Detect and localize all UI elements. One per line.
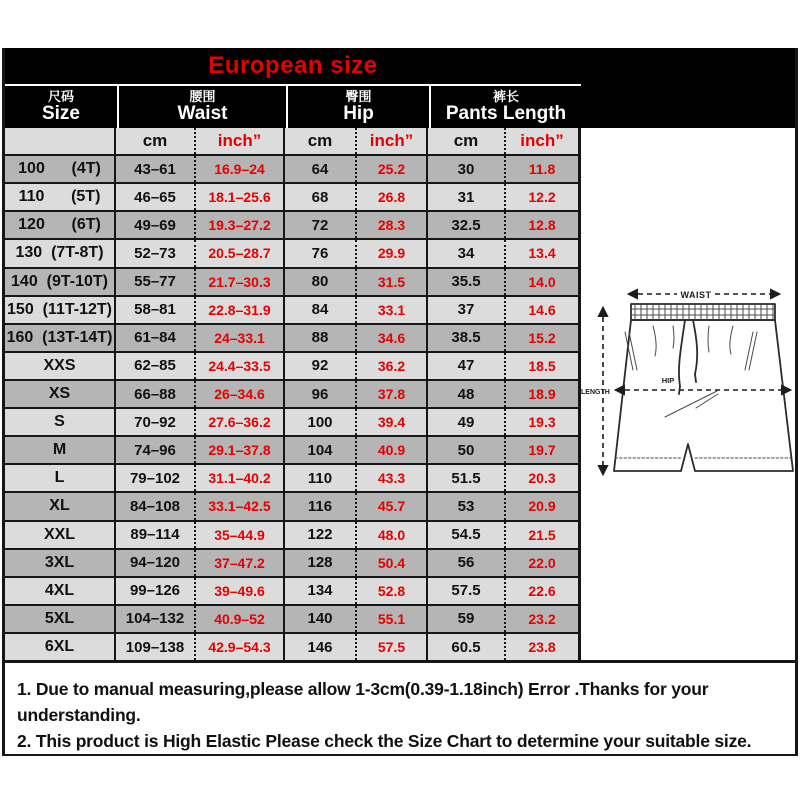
hip-cm-cell: 76 bbox=[283, 240, 355, 266]
table-row bbox=[5, 269, 578, 297]
hip-label: HIP bbox=[661, 376, 675, 385]
size-cell: XXL bbox=[43, 525, 76, 543]
waist-cm-cell: 84–108 bbox=[114, 493, 194, 519]
hip-cm-cell: 84 bbox=[283, 297, 355, 323]
waist-cm-cell: 70–92 bbox=[114, 409, 194, 435]
hip-cm-cell: 92 bbox=[283, 353, 355, 379]
size-cell: 160 (13T-14T) bbox=[6, 328, 113, 346]
length-label: LENGTH bbox=[581, 389, 610, 396]
main-area bbox=[5, 128, 795, 660]
waist-inch-cell: 27.6–36.2 bbox=[194, 409, 283, 435]
size-cell: L bbox=[54, 469, 65, 487]
header-hip-en: Hip bbox=[343, 102, 374, 124]
hip-inch-cell: 45.7 bbox=[355, 493, 426, 519]
size-cell: 140 (9T-10T) bbox=[11, 272, 108, 290]
hip-inch-cell: 50.4 bbox=[355, 550, 426, 576]
length-cm-cell: 47 bbox=[426, 353, 504, 379]
unit-length-cm: cm bbox=[426, 128, 504, 154]
page-title: European size bbox=[208, 52, 378, 79]
waist-inch-cell: 20.5–28.7 bbox=[194, 240, 283, 266]
size-cell: XXS bbox=[43, 356, 76, 374]
size-cell: 5XL bbox=[44, 609, 75, 627]
size-cell: S bbox=[54, 413, 65, 431]
table-row bbox=[5, 297, 578, 325]
hip-inch-cell: 39.4 bbox=[355, 409, 426, 435]
length-cm-cell: 38.5 bbox=[426, 325, 504, 351]
waist-measure-arrow bbox=[629, 290, 779, 300]
column-header-band bbox=[5, 86, 795, 128]
waist-inch-cell: 29.1–37.8 bbox=[194, 437, 283, 463]
size-cell: 4XL bbox=[44, 581, 75, 599]
length-cm-cell: 30 bbox=[426, 156, 504, 182]
length-cm-cell: 49 bbox=[426, 409, 504, 435]
hip-inch-cell: 34.6 bbox=[355, 325, 426, 351]
length-inch-cell: 15.2 bbox=[504, 325, 578, 351]
waist-label: WAIST bbox=[680, 290, 712, 300]
hip-cm-cell: 88 bbox=[283, 325, 355, 351]
waist-cm-cell: 89–114 bbox=[114, 522, 194, 548]
waist-cm-cell: 61–84 bbox=[114, 325, 194, 351]
length-cm-cell: 48 bbox=[426, 381, 504, 407]
table-row bbox=[5, 381, 578, 409]
length-cm-cell: 56 bbox=[426, 550, 504, 576]
waist-cm-cell: 55–77 bbox=[114, 269, 194, 295]
unit-hip-inch: inch” bbox=[355, 128, 426, 154]
length-inch-cell: 18.5 bbox=[504, 353, 578, 379]
header-pants-length bbox=[429, 86, 581, 128]
size-cell: 120 (6T) bbox=[18, 216, 101, 234]
size-cell: XS bbox=[48, 385, 71, 403]
waist-cm-cell: 99–126 bbox=[114, 578, 194, 604]
waist-cm-cell: 94–120 bbox=[114, 550, 194, 576]
shorts-diagram bbox=[581, 128, 795, 660]
hip-inch-cell: 36.2 bbox=[355, 353, 426, 379]
hip-cm-cell: 128 bbox=[283, 550, 355, 576]
size-cell: M bbox=[52, 441, 67, 459]
length-inch-cell: 23.2 bbox=[504, 606, 578, 632]
hip-cm-cell: 116 bbox=[283, 493, 355, 519]
waist-inch-cell: 24.4–33.5 bbox=[194, 353, 283, 379]
unit-size-cell bbox=[5, 128, 114, 154]
size-cell: 130 (7T-8T) bbox=[15, 244, 104, 262]
length-cm-cell: 34 bbox=[426, 240, 504, 266]
waist-inch-cell: 37–47.2 bbox=[194, 550, 283, 576]
length-inch-cell: 20.9 bbox=[504, 493, 578, 519]
length-cm-cell: 59 bbox=[426, 606, 504, 632]
table-row bbox=[5, 184, 578, 212]
hip-cm-cell: 104 bbox=[283, 437, 355, 463]
hip-inch-cell: 25.2 bbox=[355, 156, 426, 182]
length-inch-cell: 19.3 bbox=[504, 409, 578, 435]
header-waist-en: Waist bbox=[177, 102, 228, 124]
length-inch-cell: 12.8 bbox=[504, 212, 578, 238]
hip-cm-cell: 72 bbox=[283, 212, 355, 238]
length-inch-cell: 23.8 bbox=[504, 634, 578, 660]
hip-inch-cell: 31.5 bbox=[355, 269, 426, 295]
note-1: 1. Due to manual measuring,please allow 1-3cm(0.39-1.18inch) Error .Thanks for your understanding. bbox=[17, 679, 709, 725]
waist-inch-cell: 18.1–25.6 bbox=[194, 184, 283, 210]
length-inch-cell: 19.7 bbox=[504, 437, 578, 463]
hip-inch-cell: 28.3 bbox=[355, 212, 426, 238]
table-row bbox=[5, 465, 578, 493]
length-inch-cell: 12.2 bbox=[504, 184, 578, 210]
hip-inch-cell: 33.1 bbox=[355, 297, 426, 323]
unit-waist-inch: inch” bbox=[194, 128, 283, 154]
hip-measure-arrow bbox=[616, 376, 790, 390]
waist-cm-cell: 79–102 bbox=[114, 465, 194, 491]
hip-inch-cell: 37.8 bbox=[355, 381, 426, 407]
hip-cm-cell: 68 bbox=[283, 184, 355, 210]
hip-inch-cell: 52.8 bbox=[355, 578, 426, 604]
hip-cm-cell: 64 bbox=[283, 156, 355, 182]
length-measure-arrow bbox=[581, 308, 610, 474]
waist-inch-cell: 22.8–31.9 bbox=[194, 297, 283, 323]
size-table bbox=[5, 128, 581, 660]
hip-inch-cell: 40.9 bbox=[355, 437, 426, 463]
notes-section bbox=[5, 660, 795, 754]
length-inch-cell: 11.8 bbox=[504, 156, 578, 182]
length-cm-cell: 60.5 bbox=[426, 634, 504, 660]
hip-cm-cell: 134 bbox=[283, 578, 355, 604]
waist-inch-cell: 35–44.9 bbox=[194, 522, 283, 548]
length-inch-cell: 14.0 bbox=[504, 269, 578, 295]
hip-inch-cell: 57.5 bbox=[355, 634, 426, 660]
diagram-panel bbox=[581, 128, 795, 660]
length-inch-cell: 22.6 bbox=[504, 578, 578, 604]
waist-inch-cell: 19.3–27.2 bbox=[194, 212, 283, 238]
table-row bbox=[5, 325, 578, 353]
waist-inch-cell: 24–33.1 bbox=[194, 325, 283, 351]
waist-cm-cell: 109–138 bbox=[114, 634, 194, 660]
length-inch-cell: 18.9 bbox=[504, 381, 578, 407]
header-size-cn: 尺码 bbox=[47, 89, 74, 105]
waist-cm-cell: 66–88 bbox=[114, 381, 194, 407]
length-cm-cell: 31 bbox=[426, 184, 504, 210]
unit-waist-cm: cm bbox=[114, 128, 194, 154]
hip-cm-cell: 122 bbox=[283, 522, 355, 548]
size-cell: 3XL bbox=[44, 553, 75, 571]
table-row bbox=[5, 409, 578, 437]
header-size bbox=[5, 86, 117, 128]
table-row bbox=[5, 156, 578, 184]
length-cm-cell: 54.5 bbox=[426, 522, 504, 548]
hip-cm-cell: 110 bbox=[283, 465, 355, 491]
table-row bbox=[5, 240, 578, 268]
length-inch-cell: 14.6 bbox=[504, 297, 578, 323]
waist-cm-cell: 74–96 bbox=[114, 437, 194, 463]
table-row bbox=[5, 578, 578, 606]
waist-cm-cell: 52–73 bbox=[114, 240, 194, 266]
header-hip bbox=[286, 86, 429, 128]
header-waist bbox=[117, 86, 286, 128]
length-inch-cell: 20.3 bbox=[504, 465, 578, 491]
header-hip-cn: 臀围 bbox=[345, 89, 372, 105]
hip-cm-cell: 100 bbox=[283, 409, 355, 435]
header-pants-length-cn: 裤长 bbox=[492, 89, 519, 105]
waist-inch-cell: 16.9–24 bbox=[194, 156, 283, 182]
waist-inch-cell: 33.1–42.5 bbox=[194, 493, 283, 519]
length-cm-cell: 32.5 bbox=[426, 212, 504, 238]
size-cell: 6XL bbox=[44, 638, 75, 656]
size-cell: 110 (5T) bbox=[18, 188, 101, 206]
table-row bbox=[5, 522, 578, 550]
table-row bbox=[5, 493, 578, 521]
length-cm-cell: 53 bbox=[426, 493, 504, 519]
waist-cm-cell: 49–69 bbox=[114, 212, 194, 238]
waist-cm-cell: 62–85 bbox=[114, 353, 194, 379]
size-cell: XL bbox=[49, 497, 70, 515]
waist-inch-cell: 40.9–52 bbox=[194, 606, 283, 632]
table-row bbox=[5, 634, 578, 660]
shorts-outline-icon bbox=[614, 304, 793, 471]
header-pants-length-en: Pants Length bbox=[445, 102, 567, 124]
waist-cm-cell: 43–61 bbox=[114, 156, 194, 182]
hip-cm-cell: 80 bbox=[283, 269, 355, 295]
length-cm-cell: 50 bbox=[426, 437, 504, 463]
table-row bbox=[5, 437, 578, 465]
header-waist-cn: 腰围 bbox=[189, 89, 216, 105]
title-band bbox=[5, 48, 795, 86]
waist-cm-cell: 104–132 bbox=[114, 606, 194, 632]
unit-length-inch: inch” bbox=[504, 128, 578, 154]
hip-cm-cell: 140 bbox=[283, 606, 355, 632]
length-cm-cell: 57.5 bbox=[426, 578, 504, 604]
table-row bbox=[5, 353, 578, 381]
unit-hip-cm: cm bbox=[283, 128, 355, 154]
title-inner bbox=[5, 48, 581, 86]
length-inch-cell: 22.0 bbox=[504, 550, 578, 576]
table-row bbox=[5, 550, 578, 578]
hip-inch-cell: 26.8 bbox=[355, 184, 426, 210]
waist-cm-cell: 58–81 bbox=[114, 297, 194, 323]
column-headers bbox=[5, 86, 581, 128]
length-cm-cell: 37 bbox=[426, 297, 504, 323]
size-chart-box bbox=[2, 48, 798, 756]
waist-inch-cell: 26–34.6 bbox=[194, 381, 283, 407]
length-cm-cell: 35.5 bbox=[426, 269, 504, 295]
waist-inch-cell: 21.7–30.3 bbox=[194, 269, 283, 295]
hip-inch-cell: 29.9 bbox=[355, 240, 426, 266]
hip-cm-cell: 146 bbox=[283, 634, 355, 660]
length-inch-cell: 13.4 bbox=[504, 240, 578, 266]
waist-inch-cell: 39–49.6 bbox=[194, 578, 283, 604]
unit-subheader-row bbox=[5, 128, 578, 156]
waist-cm-cell: 46–65 bbox=[114, 184, 194, 210]
hip-inch-cell: 55.1 bbox=[355, 606, 426, 632]
size-cell: 100 (4T) bbox=[18, 160, 101, 178]
waist-inch-cell: 42.9–54.3 bbox=[194, 634, 283, 660]
hip-inch-cell: 43.3 bbox=[355, 465, 426, 491]
table-row bbox=[5, 606, 578, 634]
size-cell: 150 (11T-12T) bbox=[7, 300, 112, 318]
header-size-en: Size bbox=[41, 102, 81, 124]
waist-inch-cell: 31.1–40.2 bbox=[194, 465, 283, 491]
note-2: 2. This product is High Elastic Please check the Size Chart to determine your suitable size. bbox=[17, 731, 752, 751]
length-cm-cell: 51.5 bbox=[426, 465, 504, 491]
table-row bbox=[5, 212, 578, 240]
hip-cm-cell: 96 bbox=[283, 381, 355, 407]
length-inch-cell: 21.5 bbox=[504, 522, 578, 548]
hip-inch-cell: 48.0 bbox=[355, 522, 426, 548]
